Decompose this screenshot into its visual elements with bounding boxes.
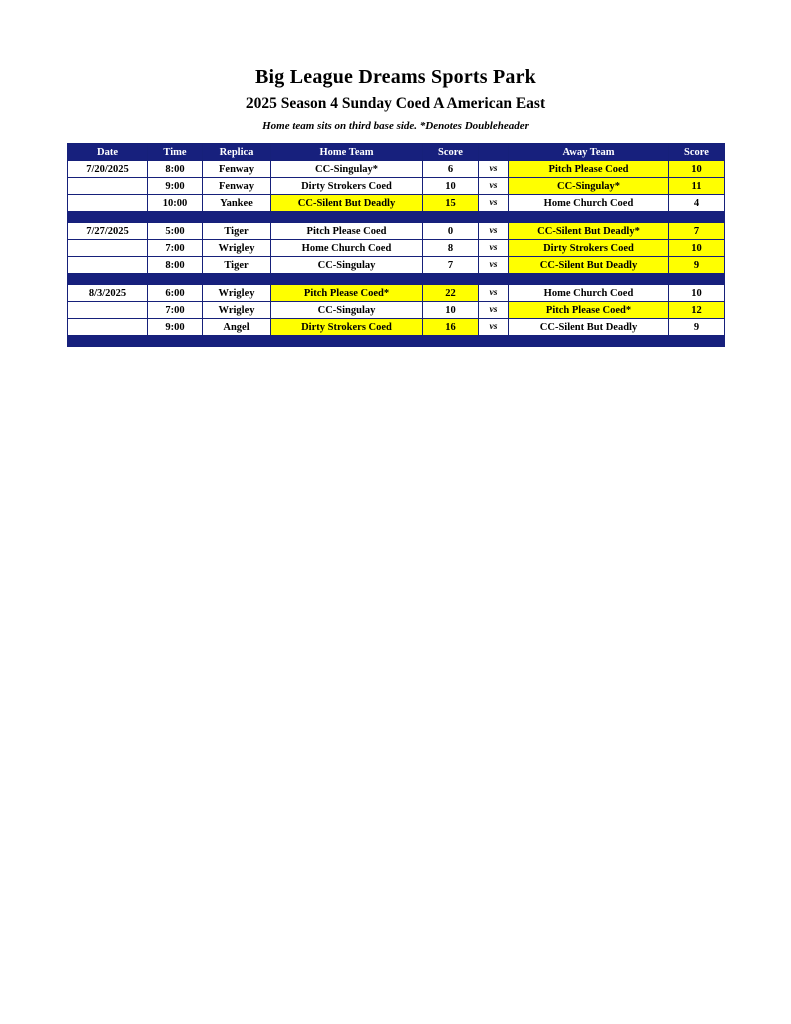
table-row [68,302,725,319]
column-header-home-score: Score [423,144,479,161]
table-separator-cell [68,336,725,347]
cell-time: 7:00 [148,240,203,257]
cell-away-team: Home Church Coed [509,195,669,212]
table-row [68,257,725,274]
cell-vs: vs [479,195,509,212]
cell-away-team: Home Church Coed [509,285,669,302]
cell-date [68,195,148,212]
cell-home-score: 15 [423,195,479,212]
cell-away-team: CC-Silent But Deadly [509,257,669,274]
cell-away-team: CC-Singulay* [509,178,669,195]
cell-away-score: 10 [669,240,725,257]
cell-date [68,257,148,274]
cell-time: 9:00 [148,319,203,336]
column-header-replica: Replica [203,144,271,161]
table-row [68,178,725,195]
cell-replica: Tiger [203,223,271,240]
table-separator-row [68,212,725,223]
cell-home-score: 16 [423,319,479,336]
cell-time: 8:00 [148,257,203,274]
cell-home-score: 10 [423,178,479,195]
table-row [68,223,725,240]
cell-vs: vs [479,240,509,257]
cell-home-team: Dirty Strokers Coed [271,178,423,195]
cell-home-team: Dirty Strokers Coed [271,319,423,336]
table-separator-cell [68,274,725,285]
cell-home-team: CC-Singulay [271,302,423,319]
cell-away-team: Pitch Please Coed* [509,302,669,319]
table-row [68,240,725,257]
cell-away-score: 12 [669,302,725,319]
column-header-away-team: Away Team [509,144,669,161]
cell-time: 5:00 [148,223,203,240]
column-header-home-team: Home Team [271,144,423,161]
column-header-away-score: Score [669,144,725,161]
cell-time: 10:00 [148,195,203,212]
cell-vs: vs [479,178,509,195]
cell-vs: vs [479,285,509,302]
title-block [0,0,791,132]
cell-home-team: CC-Singulay* [271,161,423,178]
page-title: Big League Dreams Sports Park [255,66,536,88]
table-row [68,285,725,302]
cell-home-team: Pitch Please Coed* [271,285,423,302]
cell-vs: vs [479,161,509,178]
cell-home-team: CC-Silent But Deadly [271,195,423,212]
table-row [68,319,725,336]
cell-vs: vs [479,223,509,240]
page-subtitle: 2025 Season 4 Sunday Coed A American East [245,95,546,112]
cell-replica: Wrigley [203,302,271,319]
cell-home-team: Pitch Please Coed [271,223,423,240]
cell-replica: Wrigley [203,285,271,302]
cell-away-team: CC-Silent But Deadly* [509,223,669,240]
cell-away-team: Pitch Please Coed [509,161,669,178]
cell-away-score: 10 [669,161,725,178]
cell-replica: Tiger [203,257,271,274]
table-separator-cell [68,212,725,223]
table-header-row [68,144,725,161]
cell-away-score: 7 [669,223,725,240]
cell-replica: Angel [203,319,271,336]
cell-time: 8:00 [148,161,203,178]
cell-date: 7/20/2025 [68,161,148,178]
cell-date: 7/27/2025 [68,223,148,240]
cell-replica: Fenway [203,178,271,195]
table-row [68,195,725,212]
cell-away-team: CC-Silent But Deadly [509,319,669,336]
cell-time: 7:00 [148,302,203,319]
cell-replica: Yankee [203,195,271,212]
table-separator-row [68,336,725,347]
cell-home-score: 7 [423,257,479,274]
column-header-date: Date [68,144,148,161]
column-header-time: Time [148,144,203,161]
cell-away-score: 10 [669,285,725,302]
page-note: Home team sits on third base side. *Denotes Doubleheader [262,119,529,132]
cell-home-team: Home Church Coed [271,240,423,257]
cell-vs: vs [479,302,509,319]
cell-home-score: 8 [423,240,479,257]
table-header [68,144,725,161]
cell-date: 8/3/2025 [68,285,148,302]
table-separator-row [68,274,725,285]
cell-vs: vs [479,257,509,274]
cell-home-score: 0 [423,223,479,240]
cell-home-team: CC-Singulay [271,257,423,274]
cell-away-score: 4 [669,195,725,212]
cell-away-score: 11 [669,178,725,195]
cell-date [68,319,148,336]
cell-date [68,302,148,319]
cell-away-score: 9 [669,257,725,274]
cell-home-score: 10 [423,302,479,319]
table-row [68,161,725,178]
schedule-table [67,143,725,347]
cell-home-score: 6 [423,161,479,178]
cell-time: 9:00 [148,178,203,195]
column-header-vs [479,144,509,161]
table-body [68,161,725,347]
cell-away-team: Dirty Strokers Coed [509,240,669,257]
cell-date [68,178,148,195]
cell-vs: vs [479,319,509,336]
cell-replica: Wrigley [203,240,271,257]
cell-away-score: 9 [669,319,725,336]
cell-replica: Fenway [203,161,271,178]
cell-date [68,240,148,257]
cell-time: 6:00 [148,285,203,302]
schedule-table-container [67,143,724,347]
cell-home-score: 22 [423,285,479,302]
